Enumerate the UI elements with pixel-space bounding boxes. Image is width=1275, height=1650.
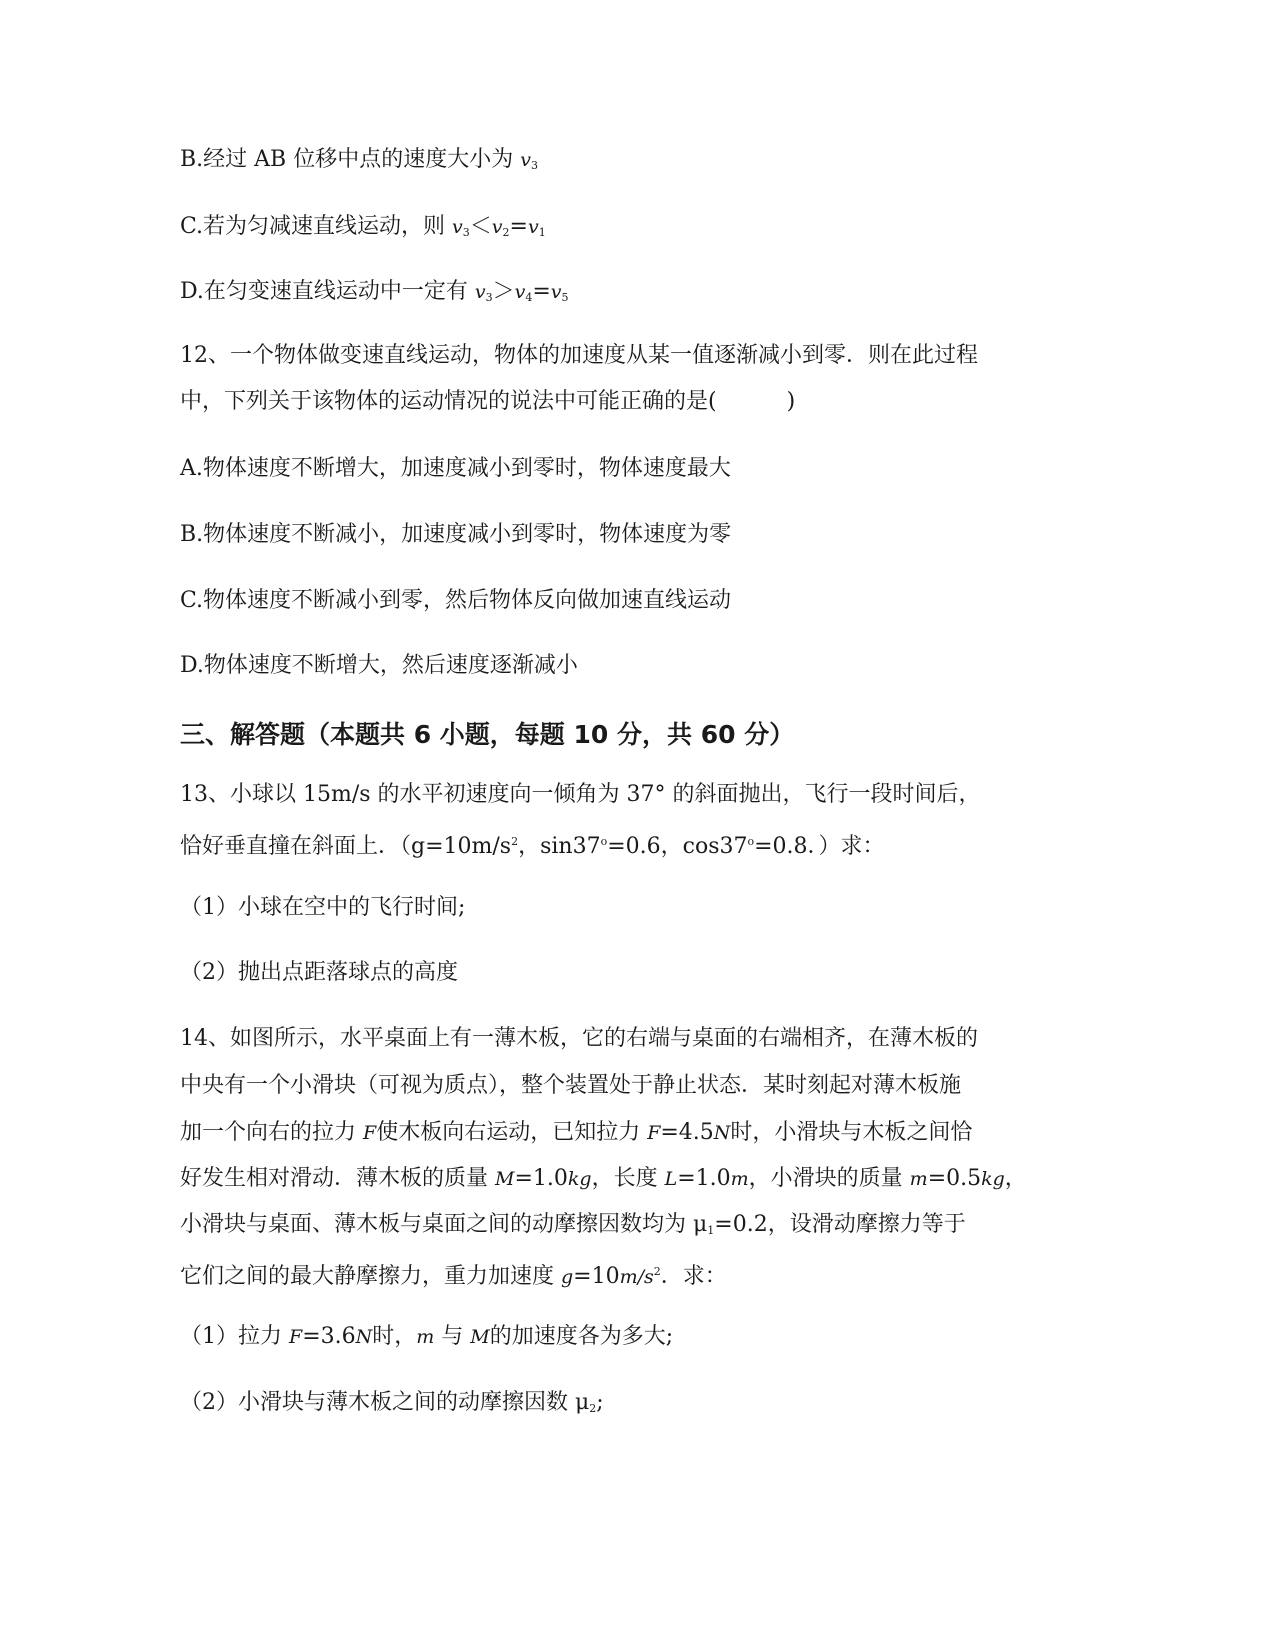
superscript: 2 xyxy=(653,1265,661,1278)
q14-line-1: 14、如图所示，水平桌面上有一薄木板，它的右端与桌面的右端相齐，在薄木板的 xyxy=(180,1026,978,1051)
q14-text: ; xyxy=(596,1390,604,1415)
q12-stem-text: 中，下列关于该物体的运动情况的说法中可能正确的是( xyxy=(180,389,717,414)
velocity-subscript: 3 xyxy=(485,291,493,304)
superscript: 2 xyxy=(511,835,519,848)
q13-text: ，sin37 xyxy=(518,834,601,859)
q13-sub-2: （2）抛出点距落球点的高度 xyxy=(180,960,458,985)
q14-text: =0.2，设滑动摩擦力等于 xyxy=(714,1212,966,1237)
q14-text: （2）小滑块与薄木板之间的动摩擦因数 μ xyxy=(180,1390,590,1415)
velocity-subscript: 1 xyxy=(538,226,546,239)
q14-text: ．求： xyxy=(660,1264,727,1289)
q14-text: =3.6 xyxy=(302,1324,356,1349)
force-symbol: F xyxy=(289,1326,303,1348)
velocity-symbol: v xyxy=(520,149,531,171)
q14-text: ，长度 xyxy=(591,1166,665,1191)
operator: ＜ xyxy=(469,214,492,239)
velocity-symbol: v xyxy=(491,216,503,238)
q14-sub-1 xyxy=(180,1322,673,1352)
mass-symbol: m xyxy=(909,1168,928,1190)
q14-text: ，小滑块的质量 xyxy=(748,1166,910,1191)
q14-text: 时， xyxy=(372,1324,417,1349)
velocity-subscript: 3 xyxy=(462,226,470,239)
q14-text: ， xyxy=(1004,1166,1027,1191)
q14-text: =4.5 xyxy=(660,1120,714,1145)
q14-text: =1.0 xyxy=(514,1166,568,1191)
unit-symbol: N xyxy=(355,1326,373,1348)
degree-mark: o xyxy=(747,835,755,848)
q14-text: 好发生相对滑动．薄木板的质量 xyxy=(180,1166,495,1191)
force-symbol: F xyxy=(647,1122,661,1144)
q14-text: =10 xyxy=(573,1264,620,1289)
q13-sub-1: （1）小球在空中的飞行时间; xyxy=(180,895,466,920)
unit-symbol: m/s xyxy=(619,1266,654,1288)
q14-text: 它们之间的最大静摩擦力，重力加速度 xyxy=(180,1264,561,1289)
degree-mark: o xyxy=(600,835,608,848)
q11-option-d-text: D.在匀变速直线运动中一定有 xyxy=(180,279,475,304)
q13-line-2 xyxy=(180,827,885,862)
operator: ＞ xyxy=(492,279,515,304)
q14-line-5 xyxy=(180,1210,966,1246)
q14-sub-2 xyxy=(180,1388,604,1424)
q13-text: =0.6，cos37 xyxy=(607,834,748,859)
q14-text: 的加速度各为多大; xyxy=(489,1324,674,1349)
velocity-symbol: v xyxy=(452,216,463,238)
q11-option-b xyxy=(180,145,538,181)
q12-option-a: A.物体速度不断增大，加速度减小到零时，物体速度最大 xyxy=(180,456,731,481)
q12-option-d: D.物体速度不断增大，然后速度逐渐减小 xyxy=(180,653,578,678)
mass-symbol: m xyxy=(416,1326,435,1348)
velocity-subscript: 3 xyxy=(530,159,538,172)
q14-line-2: 中央有一个小滑块（可视为质点），整个装置处于静止状态．某时刻起对薄木板施 xyxy=(180,1073,962,1098)
velocity-subscript: 5 xyxy=(561,291,569,304)
operator: = xyxy=(532,279,551,304)
section-heading: 三、解答题（本题共 6 小题，每题 10 分，共 60 分） xyxy=(180,720,795,749)
q12-option-c: C.物体速度不断减小到零，然后物体反向做加速直线运动 xyxy=(180,588,732,613)
unit-symbol: kg xyxy=(981,1168,1005,1190)
q12-stem-line-1: 12、一个物体做变速直线运动，物体的加速度从某一值逐渐减小到零．则在此过程 xyxy=(180,343,978,368)
velocity-symbol: v xyxy=(527,216,539,238)
q11-option-c xyxy=(180,212,546,248)
q14-line-3 xyxy=(180,1118,972,1148)
q14-text: （1）拉力 xyxy=(180,1324,289,1349)
q13-text: 恰好垂直撞在斜面上．（g=10m/s xyxy=(180,834,512,859)
q14-text: 小滑块与桌面、薄木板与桌面之间的动摩擦因数均为 μ xyxy=(180,1212,708,1237)
velocity-subscript: 4 xyxy=(525,291,533,304)
gravity-symbol: g xyxy=(561,1266,574,1288)
q14-text: 加一个向右的拉力 xyxy=(180,1120,363,1145)
unit-symbol: N xyxy=(713,1122,731,1144)
q14-text: 使木板向右运动，已知拉力 xyxy=(376,1120,648,1145)
q12-stem-line-2 xyxy=(180,387,795,417)
q14-text: =1.0 xyxy=(677,1166,731,1191)
velocity-symbol: v xyxy=(550,281,562,303)
q14-text: =0.5 xyxy=(927,1166,982,1191)
mass-symbol: M xyxy=(470,1326,490,1348)
close-bracket: ) xyxy=(786,389,796,414)
subscript: 1 xyxy=(707,1224,715,1237)
q14-line-6 xyxy=(180,1257,727,1292)
q14-text: 时，小滑块与木板之间恰 xyxy=(730,1120,973,1145)
q11-option-c-text: C.若为匀减速直线运动，则 xyxy=(180,214,453,239)
velocity-subscript: 2 xyxy=(502,226,510,239)
length-symbol: L xyxy=(664,1168,678,1190)
unit-symbol: m xyxy=(730,1168,749,1190)
q14-line-4 xyxy=(180,1164,1027,1194)
q13-line-1: 13、小球以 15m/s 的水平初速度向一倾角为 37° 的斜面抛出，飞行一段时间后， xyxy=(180,782,981,807)
mass-symbol: M xyxy=(495,1168,515,1190)
operator: = xyxy=(509,214,528,239)
q11-option-b-text: B.经过 AB 位移中点的速度大小为 xyxy=(180,147,521,172)
force-symbol: F xyxy=(363,1122,377,1144)
q14-text: 与 xyxy=(434,1324,471,1349)
q12-option-b: B.物体速度不断减小，加速度减小到零时，物体速度为零 xyxy=(180,522,732,547)
unit-symbol: kg xyxy=(567,1168,592,1190)
velocity-symbol: v xyxy=(514,281,526,303)
q13-text: =0.8．）求： xyxy=(754,834,885,859)
subscript: 2 xyxy=(589,1402,597,1415)
q11-option-d xyxy=(180,277,569,313)
velocity-symbol: v xyxy=(474,281,486,303)
